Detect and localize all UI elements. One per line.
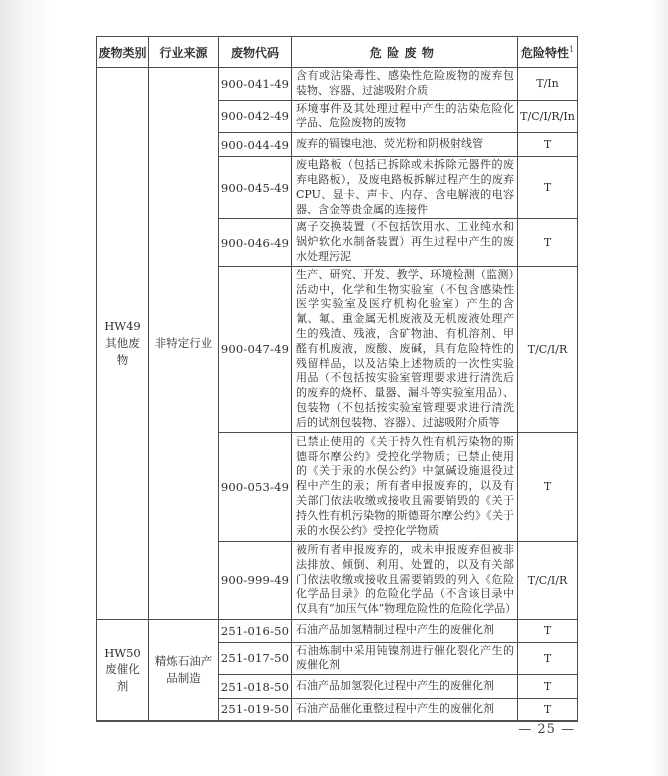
header-waste-code: 废物代码 (219, 37, 292, 68)
waste-code: 251-019-50 (219, 699, 292, 721)
category-cell-hw50 (97, 619, 149, 721)
waste-code: 900-044-49 (219, 133, 292, 157)
waste-code: 900-041-49 (219, 68, 292, 101)
waste-code: 900-042-49 (219, 100, 292, 133)
hazard-trait: T (518, 699, 578, 721)
waste-description: 离子交换装置（不包括饮用水、工业纯水和锅炉软化水制备装置）再生过程中产生的废水处理污泥 (292, 219, 518, 266)
header-hazard-trait-label: 危险特性 (520, 45, 569, 60)
waste-code: 900-046-49 (219, 219, 292, 266)
industry-cell-hw50: 精炼石油产品制造 (149, 619, 219, 721)
hazard-trait: T (518, 157, 578, 219)
waste-description: 石油产品催化重整过程中产生的废催化剂 (292, 699, 518, 721)
waste-code: 900-045-49 (219, 157, 292, 219)
hazard-trait: T (518, 432, 578, 541)
waste-description: 废弃的镉镍电池、荧光粉和阴极射线管 (292, 133, 518, 157)
waste-description: 石油产品加氢裂化过程中产生的废催化剂 (292, 675, 518, 699)
industry-cell-hw49: 非特定行业 (149, 68, 219, 620)
page-right-edge-shadow (652, 0, 668, 776)
hazardous-waste-table (96, 36, 578, 722)
header-hazard-trait-footnote-mark: 1 (568, 44, 575, 54)
hazard-trait: T (518, 219, 578, 266)
waste-description: 含有或沾染毒性、感染性危险废物的废弃包装物、容器、过滤吸附介质 (292, 68, 518, 101)
hazard-trait: T/In (518, 68, 578, 101)
waste-code: 251-018-50 (219, 675, 292, 699)
hazard-trait: T (518, 675, 578, 699)
header-hazardous-waste: 危险废物 (292, 37, 518, 68)
page-number: — 25 — (518, 722, 575, 737)
category-code: HW49 (104, 319, 141, 334)
hazard-trait: T (518, 642, 578, 675)
waste-code: 900-999-49 (219, 541, 292, 619)
hazard-trait: T/C/I/R (518, 266, 578, 432)
hazard-trait: T (518, 133, 578, 157)
waste-code: 900-047-49 (219, 266, 292, 432)
category-name: 废催化剂 (105, 662, 140, 693)
hazard-trait: T/C/I/R (518, 541, 578, 619)
waste-description: 被所有者申报废弃的，或未申报废弃但被非法排放、倾倒、利用、处置的，以及有关部门依法收缴或接收且需要销毁的列入《危险化学品目录》的危险化学品（不含该目录中仅具有“加压气体”物理危险性的危险化学品） (292, 541, 518, 619)
table-header-row (97, 37, 578, 68)
header-waste-category: 废物类别 (97, 37, 149, 68)
table-row (97, 619, 578, 642)
table-row (97, 68, 578, 101)
header-hazard-trait (518, 37, 578, 68)
waste-code: 900-053-49 (219, 432, 292, 541)
waste-description: 已禁止使用的《关于持久性有机污染物的斯德哥尔摩公约》受控化学物质；已禁止使用的《关于汞的水俣公约》中氯碱设施退役过程中产生的汞；所有者申报废弃的，以及有关部门依法收缴或接收且需要销毁的《关于持久性有机污染物的斯德哥尔摩公约》《关于汞的水俣公约》受控化学物质 (292, 432, 518, 541)
page-left-edge-shadow (0, 0, 58, 776)
waste-description: 石油炼制中采用钝镍剂进行催化裂化产生的废催化剂 (292, 642, 518, 675)
header-industry-source: 行业来源 (149, 37, 219, 68)
category-name: 其他废物 (105, 335, 140, 367)
hazard-trait: T/C/I/R/In (518, 100, 578, 133)
waste-code: 251-017-50 (219, 642, 292, 675)
waste-code: 251-016-50 (219, 619, 292, 642)
waste-description: 废电路板（包括已拆除或未拆除元器件的废弃电路板），及废电路板拆解过程产生的废弃CPU、显卡、声卡、内存、含电解液的电容器、含金等贵金属的连接件 (292, 157, 518, 219)
category-cell-hw49 (97, 68, 149, 620)
category-code: HW50 (104, 645, 141, 660)
waste-description: 生产、研究、开发、教学、环境检测（监测）活动中，化学和生物实验室（不包含感染性医学实验室及医疗机构化验室）产生的含氰、氟、重金属无机废液及无机废液处理产生的残渣、残液，含矿物油、有机溶剂、甲醛有机废液，废酸、废碱，具有危险特性的残留样品，以及沾染上述物质的一次性实验用品（不包括按实验室管理要求进行清洗后的废弃的烧杯、量器、漏斗等实验室用品）、包装物（不包括按实验室管理要求进行清洗后的试剂包装物、容器）、过滤吸附介质等 (292, 266, 518, 432)
hazard-trait: T (518, 619, 578, 642)
waste-description: 环境事件及其处理过程中产生的沾染危险化学品、危险废物的废物 (292, 100, 518, 133)
waste-description: 石油产品加氢精制过程中产生的废催化剂 (292, 619, 518, 642)
